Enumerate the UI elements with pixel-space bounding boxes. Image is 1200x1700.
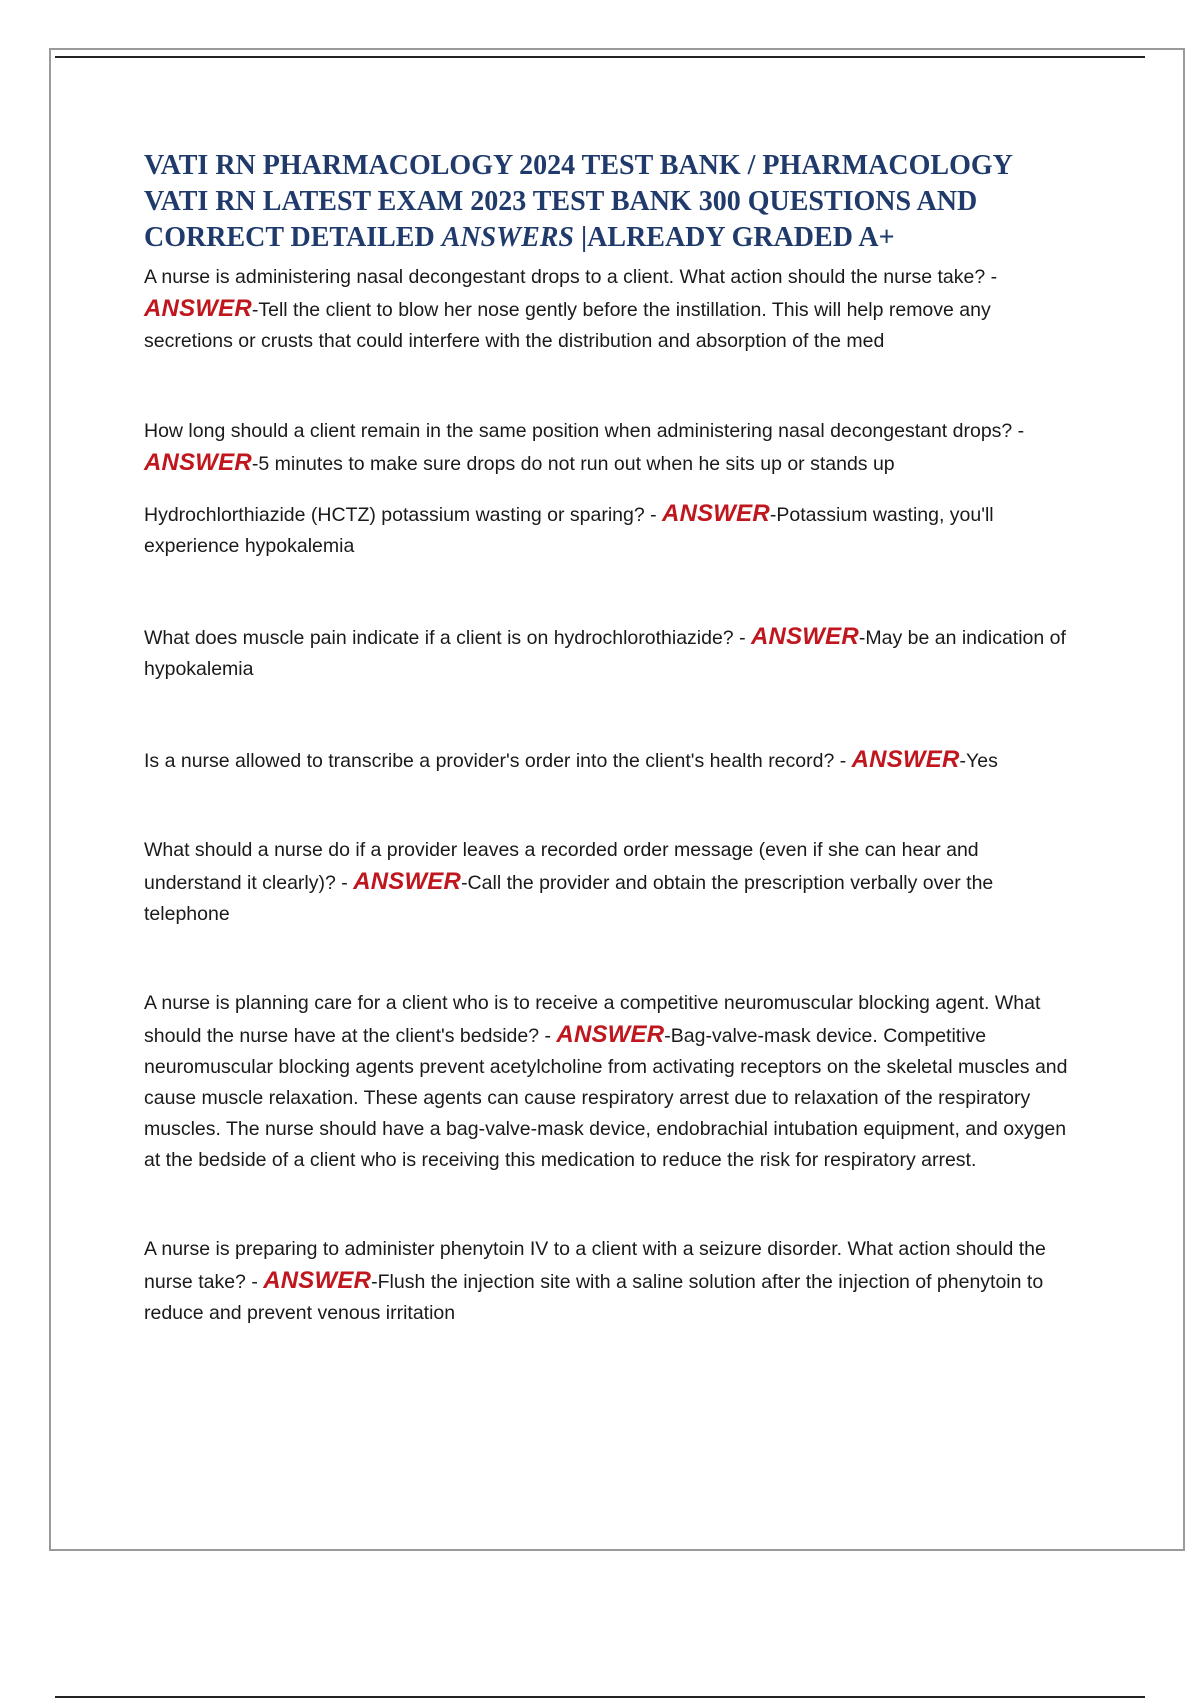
question-text: What does muscle pain indicate if a client is on hydrochlorothiazide? - <box>144 627 751 649</box>
answer-text: -Yes <box>959 750 998 772</box>
question-text: Is a nurse allowed to transcribe a provider's order into the client's health record? - <box>144 750 852 772</box>
title-grade: |ALREADY GRADED A+ <box>574 222 895 253</box>
question-text: How long should a client remain in the same position when administering nasal decongestant drops? - <box>144 420 1025 442</box>
title-answers-word: ANSWERS <box>441 222 574 253</box>
question-text: Hydrochlorthiazide (HCTZ) potassium wasting or sparing? - <box>144 504 663 526</box>
answer-label: ANSWER <box>751 623 859 650</box>
qa-item-8 <box>144 1234 1079 1329</box>
answer-label: ANSWER <box>263 1267 372 1294</box>
top-rule <box>55 56 1145 58</box>
answer-text: -5 minutes to make sure drops do not run out when he sits up or stands up <box>251 453 895 475</box>
title-text: VATI RN PHARMACOLOGY 2024 TEST BANK / PHARMACOLOGY VATI RN LATEST EXAM 2023 TEST BANK 300 QUESTIONS AND CORRECT DETAILED <box>144 150 1012 253</box>
answer-text: -Call the provider and obtain the prescription verbally over the telephone <box>144 872 994 925</box>
answer-label: ANSWER <box>353 868 462 895</box>
qa-item-2 <box>144 416 1079 480</box>
document-title <box>144 148 1079 256</box>
answer-text: -Potassium wasting, you'll experience hypokalemia <box>144 504 994 557</box>
qa-item-3 <box>144 498 1079 562</box>
answer-text: -May be an indication of hypokalemia <box>144 627 1066 680</box>
bottom-rule <box>55 1696 1145 1698</box>
qa-item-5 <box>144 744 1079 777</box>
answer-label: ANSWER <box>144 295 252 322</box>
qa-item-4 <box>144 621 1079 685</box>
qa-item-6 <box>144 835 1079 930</box>
answer-label: ANSWER <box>662 500 770 527</box>
question-text: What should a nurse do if a provider leaves a recorded order message (even if she can hear and understand it clearly)? - <box>144 839 979 894</box>
answer-label: ANSWER <box>556 1021 665 1048</box>
question-text: A nurse is planning care for a client who is to receive a competitive neuromuscular blocking agent. What should the nurse have at the client's bedside? - <box>144 992 1041 1047</box>
question-text: A nurse is preparing to administer phenytoin IV to a client with a seizure disorder. What action should the nurse take? - <box>144 1238 1046 1293</box>
document-content <box>144 148 1079 1329</box>
answer-text: -Tell the client to blow her nose gently before the instillation. This will help remove any secretions or crusts that could interfere with the distribution and absorption of the med <box>144 299 991 352</box>
answer-text: -Bag-valve-mask device. Competitive neuromuscular blocking agents prevent acetylcholine from activating receptors on the skeletal muscles and cause muscle relaxation. These agents can cause respiratory arrest due to relaxation of the respiratory muscles. The nurse should have a bag-valve-mask device, endobrachial intubation equipment, and oxygen at the bedside of a client who is receiving this medication to reduce the risk for respiratory arrest. <box>144 1025 1068 1171</box>
answer-label: ANSWER <box>851 746 960 773</box>
qa-item-1 <box>144 262 1079 357</box>
qa-item-7 <box>144 988 1079 1176</box>
question-text: A nurse is administering nasal decongestant drops to a client. What action should the nurse take? - <box>144 266 998 288</box>
answer-text: -Flush the injection site with a saline solution after the injection of phenytoin to reduce and prevent venous irritation <box>144 1271 1044 1324</box>
answer-label: ANSWER <box>144 449 252 476</box>
